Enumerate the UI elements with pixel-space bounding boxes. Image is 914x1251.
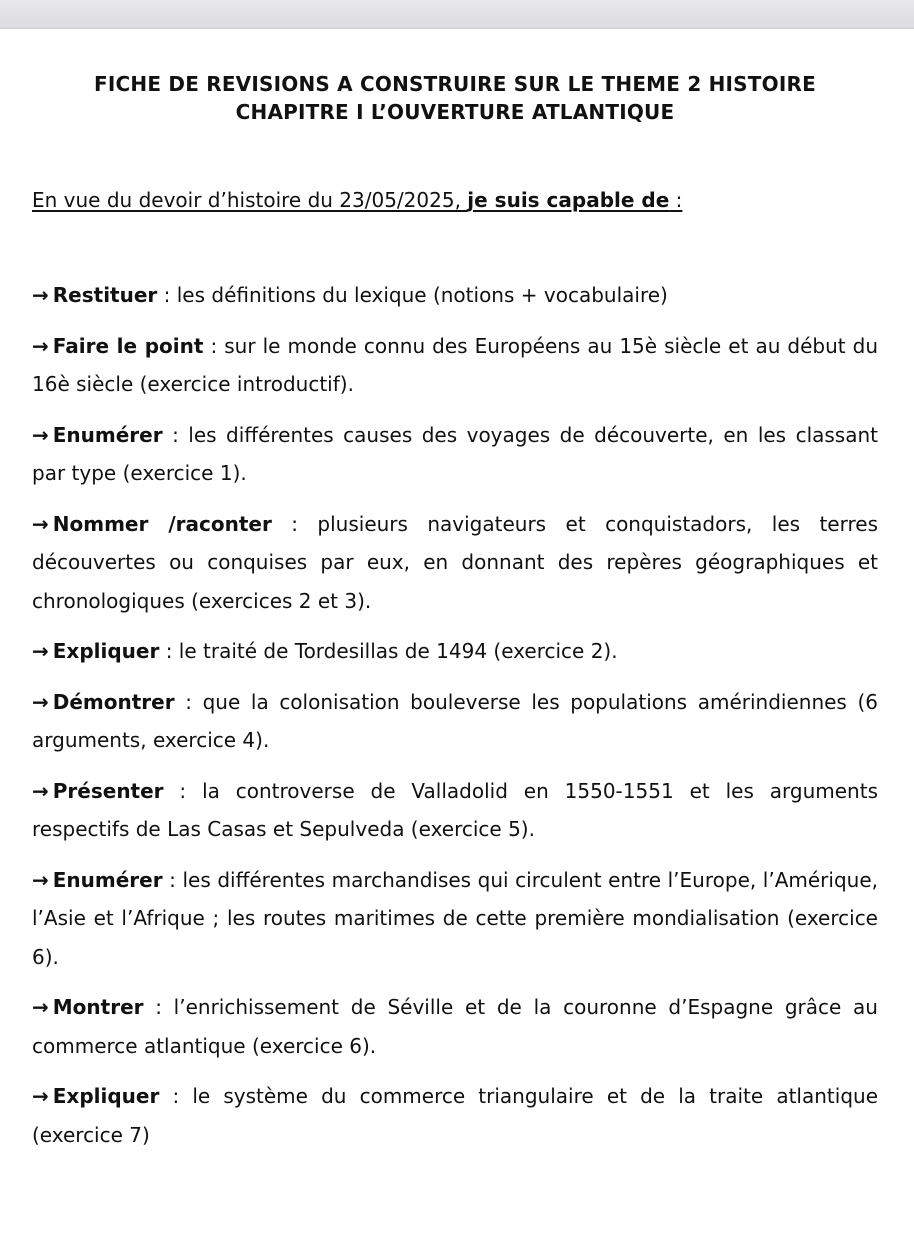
- item-keyword: Présenter: [52, 778, 164, 803]
- arrow-icon: →: [32, 689, 49, 714]
- item-keyword: Montrer: [52, 995, 144, 1019]
- list-item: [32, 327, 878, 404]
- item-text: : le traité de Tordesillas de 1494 (exercice 2).: [159, 639, 618, 663]
- intro-line: [32, 186, 878, 214]
- item-text: : l’enrichissement de Séville et de la couronne d’Espagne grâce au commerce atlantique (exercice 6).: [32, 995, 878, 1058]
- arrow-icon: →: [32, 995, 49, 1019]
- list-item: [32, 861, 878, 977]
- skills-list: [32, 276, 878, 1154]
- intro-text: En vue du devoir d’histoire du 23/05/2025,: [32, 188, 468, 212]
- list-item: [32, 683, 878, 760]
- arrow-icon: →: [32, 867, 49, 892]
- top-bar: [0, 0, 914, 29]
- item-text: : les définitions du lexique (notions + vocabulaire): [157, 283, 668, 307]
- intro-bold: je suis capable de: [467, 188, 670, 212]
- title-line-1: FICHE DE REVISIONS A CONSTRUIRE SUR LE THEME 2 HISTOIRE: [94, 72, 816, 96]
- arrow-icon: →: [32, 422, 49, 447]
- item-keyword: Faire le point: [52, 333, 204, 358]
- list-item: [32, 988, 878, 1065]
- item-keyword: Restituer: [52, 283, 158, 307]
- item-text: : que la colonisation bouleverse les populations amérindiennes (6 arguments, exercice 4).: [32, 689, 878, 752]
- list-item: [32, 416, 878, 493]
- list-item: [32, 632, 878, 671]
- list-item: [32, 276, 878, 315]
- arrow-icon: →: [32, 511, 49, 536]
- item-keyword: Nommer /raconter: [52, 511, 272, 536]
- intro-end: :: [669, 188, 683, 212]
- item-text: : le système du commerce triangulaire et de la traite atlantique (exercice 7): [32, 1084, 878, 1147]
- item-text: : les différentes causes des voyages de découverte, en les classant par type (exercice 1).: [32, 422, 878, 485]
- arrow-icon: →: [32, 778, 49, 803]
- item-keyword: Enumérer: [52, 422, 163, 447]
- item-text: : la controverse de Valladolid en 1550-1551 et les arguments respectifs de Las Casas et Sepulveda (exercice 5).: [32, 778, 878, 841]
- arrow-icon: →: [32, 283, 49, 307]
- item-keyword: Enumérer: [52, 867, 163, 892]
- arrow-icon: →: [32, 1084, 49, 1108]
- item-keyword: Expliquer: [52, 1084, 160, 1108]
- arrow-icon: →: [32, 333, 49, 358]
- item-text: : plusieurs navigateurs et conquistadors, les terres découvertes ou conquises par eux, en donnant des repères géographiques et chronologiques (exercices 2 et 3).: [32, 511, 878, 613]
- list-item: [32, 1077, 878, 1154]
- item-keyword: Expliquer: [52, 639, 160, 663]
- arrow-icon: →: [32, 639, 49, 663]
- item-keyword: Démontrer: [52, 689, 175, 714]
- item-text: : les différentes marchandises qui circulent entre l’Europe, l’Amérique, l’Asie et l’Afrique ; les routes maritimes de cette première mondialisation (exercice 6).: [32, 867, 878, 969]
- item-text: : sur le monde connu des Européens au 15è siècle et au début du 16è siècle (exercice introductif).: [32, 333, 879, 396]
- title-line-2: CHAPITRE I L’OUVERTURE ATLANTIQUE: [235, 100, 675, 124]
- list-item: [32, 772, 878, 849]
- document-title: [32, 70, 878, 126]
- document-page: [32, 70, 878, 1166]
- list-item: [32, 505, 878, 621]
